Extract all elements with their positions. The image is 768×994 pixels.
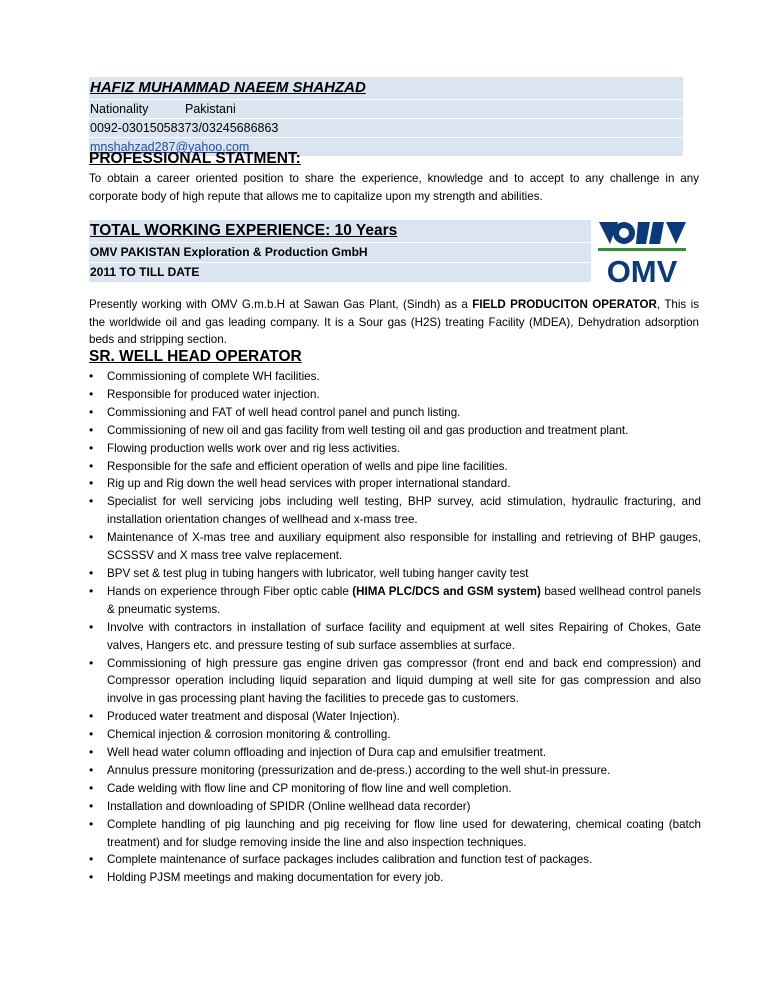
bullet-icon: • bbox=[89, 583, 94, 598]
bullet-icon: • bbox=[89, 619, 94, 634]
duty-text: BPV set & test plug in tubing hangers with lubricator, well tubing hanger cavity test bbox=[107, 566, 529, 580]
duty-text: Complete maintenance of surface packages includes calibration and function test of packages. bbox=[107, 853, 593, 867]
bullet-icon: • bbox=[89, 476, 94, 491]
duty-text: Involve with contractors in installation of surface facility and equipment at well sites Repairing of Chokes, Gate valves, Hangers etc. and pressure testing of sub surface assemblies at surface. bbox=[107, 620, 701, 652]
duty-item bbox=[89, 798, 701, 816]
duty-item bbox=[89, 619, 701, 655]
bullet-icon: • bbox=[89, 727, 94, 742]
duty-text: Rig up and Rig down the well head services with proper international standard. bbox=[107, 477, 511, 491]
experience-box bbox=[89, 220, 591, 283]
phone-number: 0092-03015058373/03245686863 bbox=[89, 119, 683, 138]
duty-text: Maintenance of X-mas tree and auxiliary equipment also responsible for installing and retrieving of BHP gauges, SCSSSV and X mass tree valve replacement. bbox=[107, 531, 701, 563]
bullet-icon: • bbox=[89, 386, 94, 401]
omv-logo-mark bbox=[599, 222, 686, 244]
omv-logo bbox=[596, 218, 688, 288]
duty-item bbox=[89, 780, 701, 798]
duty-highlight: (HIMA PLC/DCS and GSM system) bbox=[352, 584, 541, 598]
duty-text: Flowing production wells work over and rig less activities. bbox=[107, 441, 401, 455]
intro-text-1: Presently working with OMV G.m.b.H at Sawan Gas Plant, (Sindh) as a bbox=[89, 298, 473, 311]
duty-item bbox=[89, 816, 701, 852]
duty-item bbox=[89, 583, 701, 619]
duty-item bbox=[89, 529, 701, 565]
bullet-icon: • bbox=[89, 422, 94, 437]
duty-item bbox=[89, 708, 701, 726]
duty-item bbox=[89, 655, 701, 709]
duty-item bbox=[89, 386, 701, 404]
duty-text: Commissioning and FAT of well head control panel and punch listing. bbox=[107, 405, 461, 419]
duty-item bbox=[89, 440, 701, 458]
omv-logo-divider bbox=[598, 248, 686, 251]
duty-text: Commissioning of complete WH facilities. bbox=[107, 370, 320, 383]
bullet-icon: • bbox=[89, 530, 94, 545]
nationality-label: Nationality bbox=[90, 102, 149, 116]
duty-text: Responsible for produced water injection. bbox=[107, 387, 320, 401]
duty-text: Well head water column offloading and injection of Dura cap and emulsifier treatment. bbox=[107, 746, 547, 760]
duty-item bbox=[89, 475, 701, 493]
duty-text: Hands on experience through Fiber optic cable bbox=[107, 584, 353, 598]
duty-text-continued: based wellhead control panels & pneumatic systems. bbox=[107, 584, 701, 616]
duty-item bbox=[89, 726, 701, 744]
duty-text: Cade welding with flow line and CP monitoring of flow line and well completion. bbox=[107, 781, 512, 795]
candidate-name: HAFIZ MUHAMMAD NAEEM SHAHZAD bbox=[89, 77, 683, 100]
duty-text: Chemical injection & corrosion monitoring & controlling. bbox=[107, 728, 391, 742]
duty-text: Holding PJSM meetings and making documentation for every job. bbox=[107, 871, 444, 885]
role-title: SR. WELL HEAD OPERATOR bbox=[89, 348, 302, 365]
bullet-icon: • bbox=[89, 798, 94, 813]
duty-item bbox=[89, 565, 701, 583]
duty-text: Commissioning of high pressure gas engine driven gas compressor (front end and back end compression) and Compressor operation including liquid separation and liquid dumping at well site for gas compression and also involve in gas processing plant having the facilities to precede gas to customers. bbox=[107, 656, 701, 706]
duty-item bbox=[89, 422, 701, 440]
bullet-icon: • bbox=[89, 404, 94, 419]
bullet-icon: • bbox=[89, 852, 94, 867]
duty-text: Specialist for well servicing jobs including well testing, BHP survey, acid stimulation, hydraulic fracturing, and installation orientation changes of wellhead and x-mass tree. bbox=[107, 495, 701, 527]
bullet-icon: • bbox=[89, 494, 94, 509]
company-name: OMV PAKISTAN Exploration & Production GmbH bbox=[89, 243, 591, 263]
duty-item bbox=[89, 762, 701, 780]
duty-item bbox=[89, 493, 701, 529]
bullet-icon: • bbox=[89, 709, 94, 724]
duty-text: Annulus pressure monitoring (pressurization and de-press.) according to the well shut-in pressure. bbox=[107, 763, 611, 777]
statement-text: To obtain a career oriented position to share the experience, knowledge and to accept to any challenge in any corporate body of high repute that allows me to capitalize upon my strength and abilities. bbox=[89, 172, 699, 203]
email-link[interactable]: mnshahzad287@yahoo.com bbox=[89, 138, 683, 157]
nationality-value: Pakistani bbox=[185, 102, 236, 116]
bullet-icon: • bbox=[89, 458, 94, 473]
duty-item bbox=[89, 851, 701, 869]
bullet-icon: • bbox=[89, 655, 94, 670]
statement-title: PROFESSIONAL STATMENT: bbox=[89, 150, 301, 167]
employment-period: 2011 TO TILL DATE bbox=[89, 263, 591, 283]
duty-item bbox=[89, 368, 701, 386]
duty-text: Commissioning of new oil and gas facility from well testing oil and gas production and treatment plant. bbox=[107, 423, 629, 437]
bullet-icon: • bbox=[89, 369, 94, 383]
contact-header bbox=[89, 77, 683, 157]
duty-text: Produced water treatment and disposal (Water Injection). bbox=[107, 710, 400, 724]
bullet-icon: • bbox=[89, 565, 94, 580]
intro-paragraph bbox=[89, 296, 699, 349]
duty-item bbox=[89, 404, 701, 422]
duties-list bbox=[89, 368, 701, 887]
bullet-icon: • bbox=[89, 816, 94, 831]
bullet-icon: • bbox=[89, 762, 94, 777]
bullet-icon: • bbox=[89, 870, 94, 885]
duty-item bbox=[89, 458, 701, 476]
duty-item bbox=[89, 744, 701, 762]
nationality-row bbox=[89, 100, 683, 119]
bullet-icon: • bbox=[89, 780, 94, 795]
intro-text-2: , This is the worldwide oil and gas leading company. It is a Sour gas (H2S) treating Facility (MDEA), Dehydration adsorption beds and stripping section. bbox=[89, 298, 699, 347]
omv-logo-text: OMV bbox=[606, 254, 678, 288]
intro-highlight: FIELD PRODUCITON OPERATOR bbox=[472, 298, 657, 311]
duty-item bbox=[89, 869, 701, 887]
bullet-icon: • bbox=[89, 440, 94, 455]
experience-title: TOTAL WORKING EXPERIENCE: 10 Years bbox=[89, 220, 591, 243]
bullet-icon: • bbox=[89, 745, 94, 760]
duty-text: Complete handling of pig launching and pig receiving for flow line used for dewatering, chemical coating (batch treatment) and for sludge removing inside the line and also inspection techniques. bbox=[107, 817, 701, 849]
duty-text: Installation and downloading of SPIDR (Online wellhead data recorder) bbox=[107, 799, 471, 813]
duty-text: Responsible for the safe and efficient operation of wells and pipe line facilities. bbox=[107, 459, 508, 473]
